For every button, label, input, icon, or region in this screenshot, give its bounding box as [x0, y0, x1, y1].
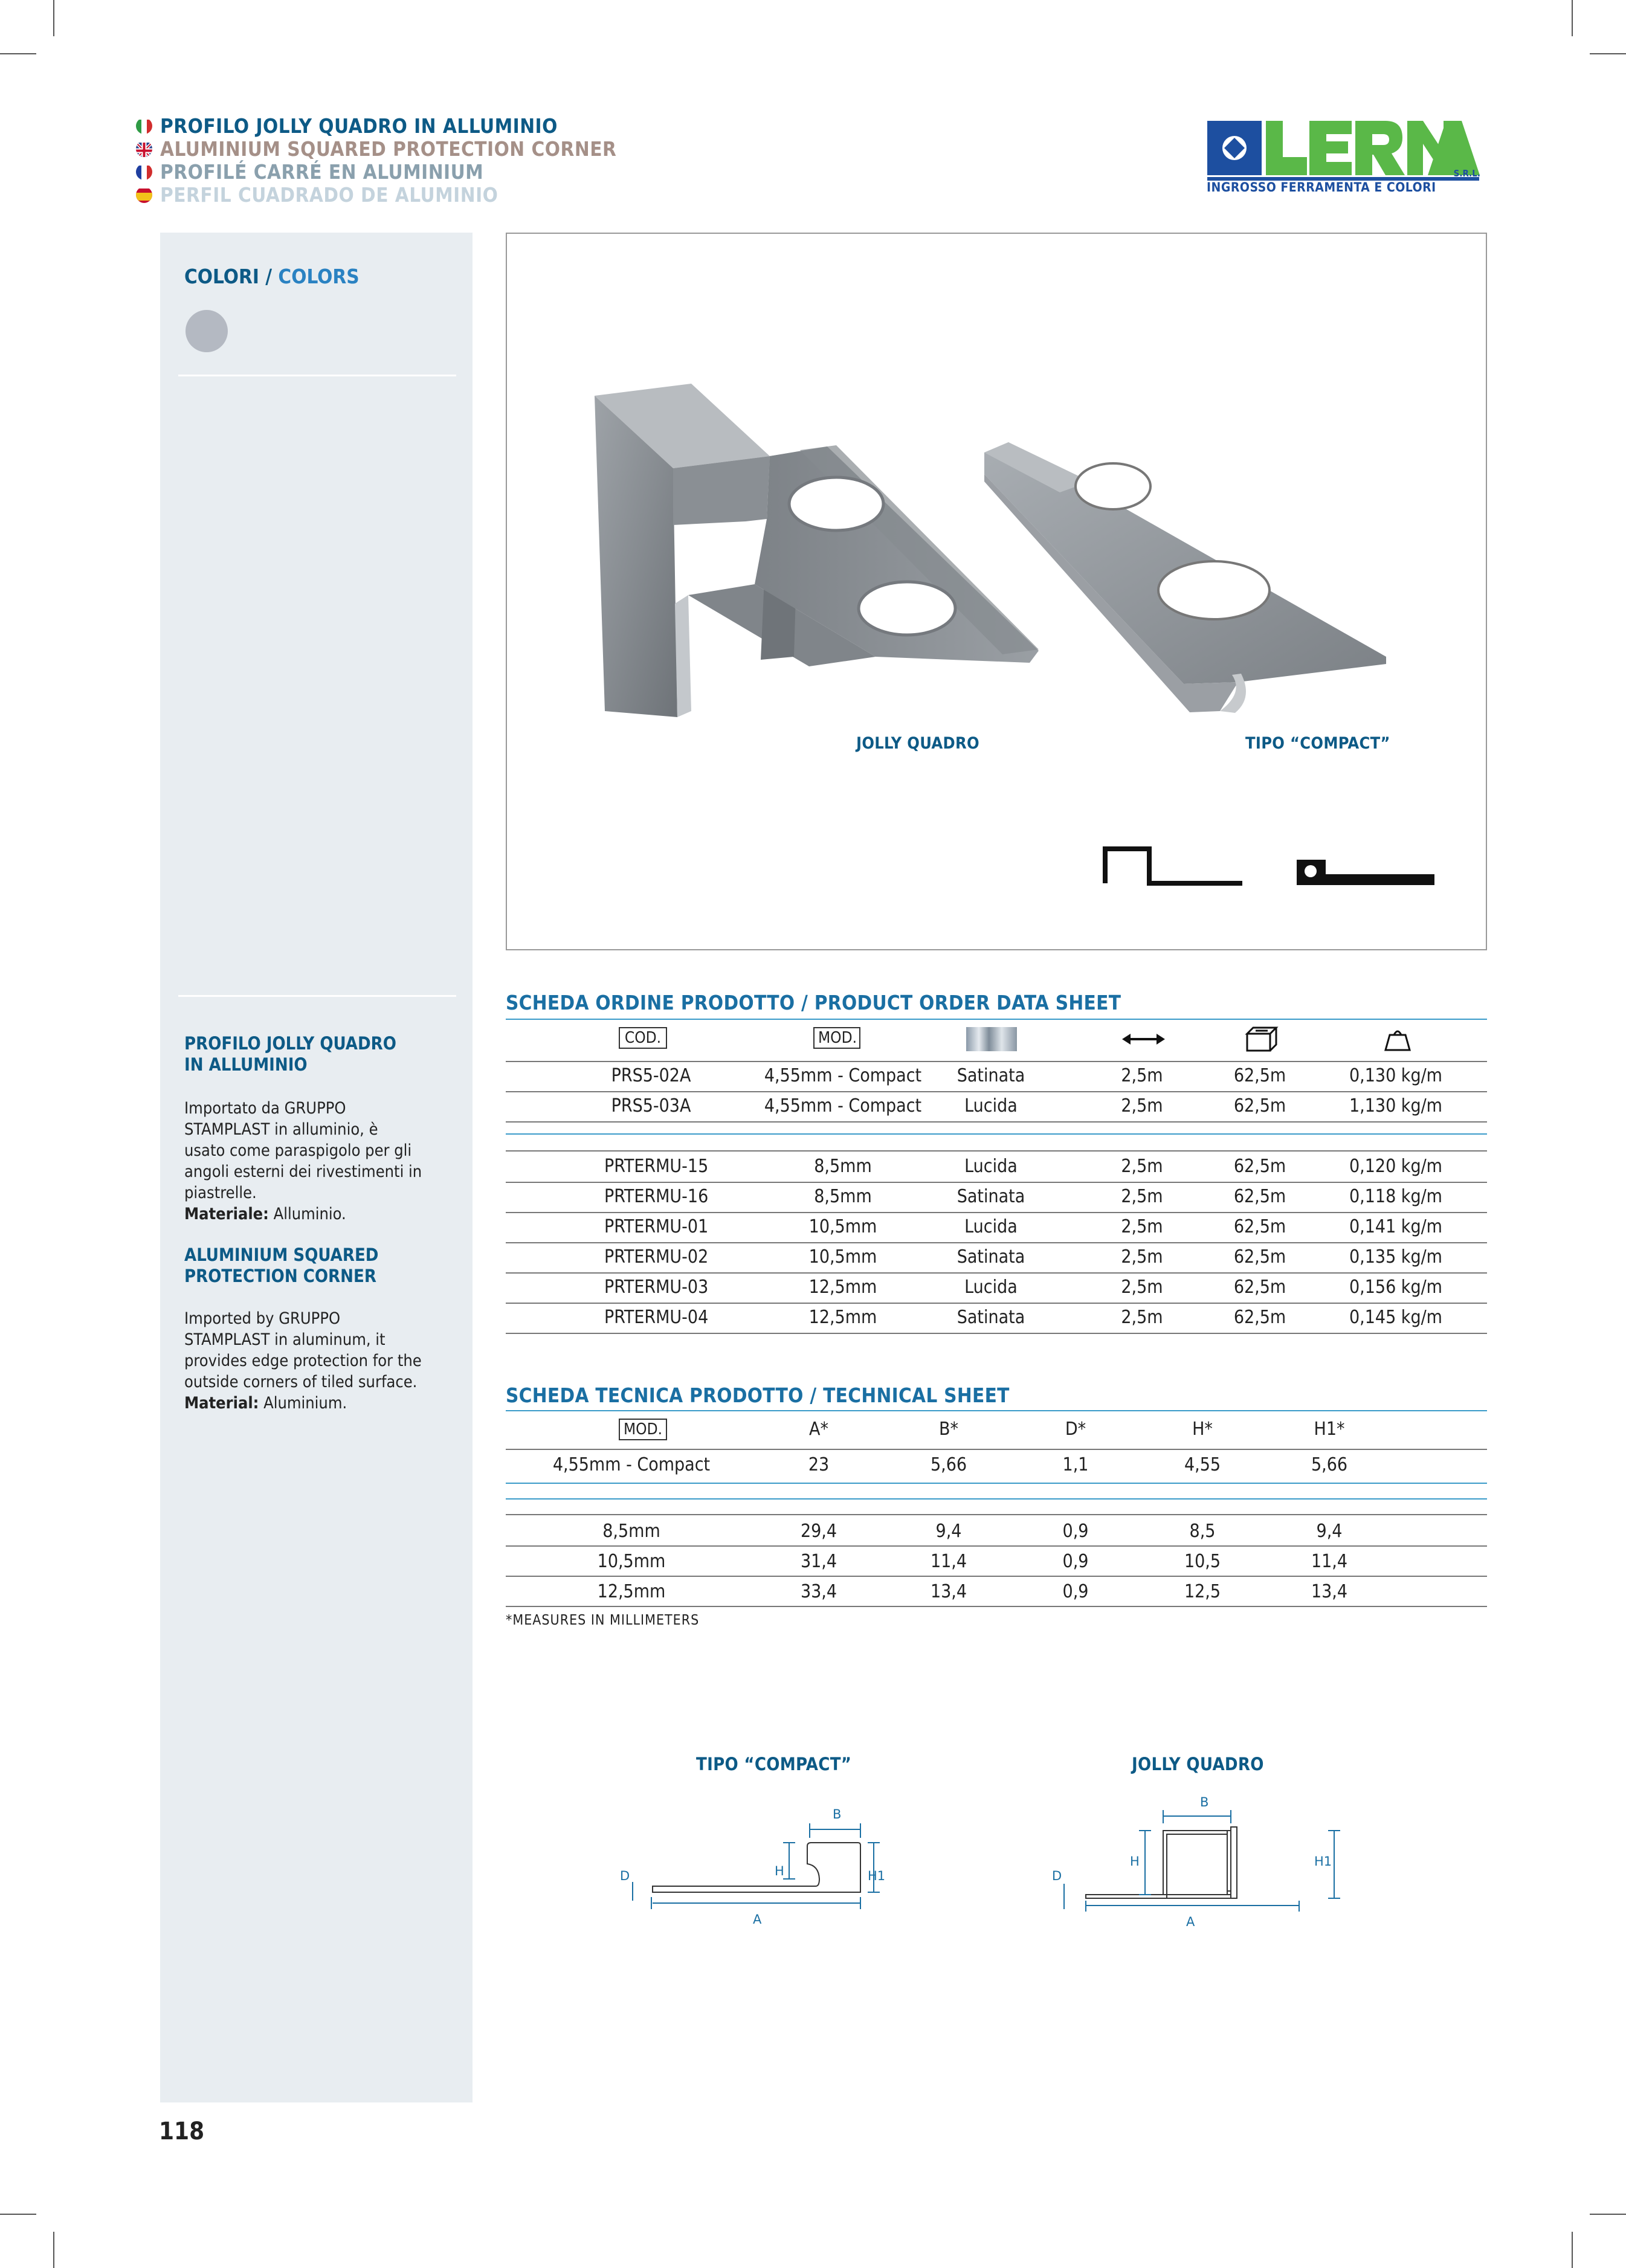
box-pack-icon	[1245, 1025, 1279, 1053]
rule	[506, 1333, 1487, 1334]
it-description: Importato da GRUPPO STAMPLAST in alluminio, è usato come paraspigolo per gli angoli esterni dei rivestimenti in piastrelle. Materiale: Alluminio.	[184, 1099, 422, 1223]
svg-text:D: D	[1052, 1869, 1062, 1883]
table-cell: 2,5m	[1121, 1216, 1163, 1237]
table-cell: 10,5mm	[808, 1246, 877, 1268]
table-cell: 0,130 kg/m	[1349, 1065, 1442, 1086]
diagram-title-compact: TIPO “COMPACT”	[696, 1754, 852, 1774]
table-cell: 10,5mm	[597, 1551, 666, 1572]
table-cell: 11,4	[1311, 1551, 1348, 1572]
uk-flag-icon	[136, 141, 152, 157]
table-cell: 8,5mm	[814, 1186, 872, 1207]
header-a: A*	[809, 1419, 828, 1440]
sidebar	[160, 233, 473, 2102]
rule	[506, 1606, 1487, 1607]
crop-mark	[53, 2232, 54, 2268]
en-heading: ALUMINIUM SQUARED PROTECTION CORNER	[184, 1245, 379, 1286]
table-cell: 0,145 kg/m	[1349, 1307, 1442, 1328]
rule	[506, 1410, 1487, 1411]
crop-mark	[0, 2214, 36, 2215]
table-cell: 12,5mm	[597, 1581, 666, 1602]
table-cell: Satinata	[957, 1065, 1025, 1086]
table-cell: 4,55mm - Compact	[764, 1065, 922, 1086]
table-cell: 0,135 kg/m	[1349, 1246, 1442, 1268]
table-cell: 10,5mm	[808, 1216, 877, 1237]
table-cell: 5,66	[1311, 1454, 1348, 1475]
table-cell: 12,5mm	[808, 1277, 877, 1298]
table-cell: 0,9	[1062, 1521, 1089, 1542]
svg-text:H1: H1	[1314, 1854, 1332, 1869]
table-cell: 31,4	[800, 1551, 837, 1572]
rule	[506, 1091, 1487, 1092]
svg-text:A: A	[1186, 1915, 1195, 1929]
table-cell: 13,4	[930, 1581, 967, 1602]
measures-note: *MEASURES IN MILLIMETERS	[506, 1612, 700, 1628]
svg-text:H: H	[1130, 1854, 1140, 1869]
caption-compact: TIPO “COMPACT”	[1245, 734, 1390, 753]
table-cell: 62,5m	[1233, 1246, 1286, 1268]
header-cod: COD.	[619, 1027, 667, 1049]
rule	[506, 1150, 1487, 1152]
product-photo-box	[506, 233, 1487, 950]
crop-mark	[1572, 2232, 1573, 2268]
jolly-dimension-diagram	[1048, 1782, 1350, 1951]
table-cell: Satinata	[957, 1186, 1025, 1207]
header-h1: H1*	[1314, 1419, 1345, 1440]
table-cell: PRS5-03A	[611, 1095, 691, 1116]
label-h: H	[775, 1864, 784, 1878]
table-cell: 2,5m	[1121, 1065, 1163, 1086]
rule	[506, 1449, 1487, 1450]
rule	[506, 1212, 1487, 1213]
table-cell: 23	[808, 1454, 830, 1475]
logo-srl: S.R.L.	[1453, 168, 1480, 179]
table-cell: 2,5m	[1121, 1095, 1163, 1116]
table-cell: PRTERMU-16	[604, 1186, 709, 1207]
table-cell: 13,4	[1311, 1581, 1348, 1602]
table-cell: PRTERMU-02	[604, 1246, 709, 1268]
table-cell: 62,5m	[1233, 1095, 1286, 1116]
table-cell: Lucida	[964, 1277, 1018, 1298]
table-cell: 8,5mm	[814, 1156, 872, 1177]
table-cell: 2,5m	[1121, 1277, 1163, 1298]
table-cell: 2,5m	[1121, 1186, 1163, 1207]
table-cell: 2,5m	[1121, 1307, 1163, 1328]
finish-swatch-icon	[966, 1027, 1017, 1051]
rule	[506, 1498, 1487, 1500]
diagram-title-jolly: JOLLY QUADRO	[1132, 1754, 1264, 1774]
label-a: A	[753, 1912, 762, 1927]
weight-icon	[1384, 1026, 1411, 1052]
rule	[506, 1272, 1487, 1274]
divider	[178, 995, 456, 997]
caption-jolly-quadro: JOLLY QUADRO	[856, 734, 979, 753]
title-italian: PROFILO JOLLY QUADRO IN ALLUMINIO	[160, 115, 558, 138]
table-cell: Lucida	[964, 1095, 1018, 1116]
jolly-quadro-profile	[595, 384, 1039, 717]
table-cell: 8,5mm	[602, 1521, 660, 1542]
table-cell: 1,1	[1062, 1454, 1089, 1475]
label-d: D	[620, 1869, 630, 1883]
rule	[506, 1182, 1487, 1183]
rule	[506, 1242, 1487, 1243]
table-cell: 62,5m	[1233, 1277, 1286, 1298]
page-number: 118	[159, 2118, 205, 2145]
color-swatch-aluminium	[186, 310, 228, 352]
table-cell: 8,5	[1189, 1521, 1216, 1542]
header-mod: MOD.	[813, 1027, 860, 1049]
crop-mark	[1590, 2214, 1626, 2215]
colors-heading: COLORI / COLORS	[184, 265, 360, 288]
rule	[506, 1121, 1487, 1123]
table-cell: 0,120 kg/m	[1349, 1156, 1442, 1177]
header-b: B*	[938, 1419, 958, 1440]
title-english: ALUMINIUM SQUARED PROTECTION CORNER	[160, 138, 616, 161]
table-cell: 4,55	[1184, 1454, 1221, 1475]
svg-text:B: B	[1200, 1795, 1209, 1809]
en-description: Imported by GRUPPO STAMPLAST in aluminum, it provides edge protection for the outside corners of tiled surface. Material: Aluminium.	[184, 1309, 422, 1413]
table-cell: 12,5mm	[808, 1307, 877, 1328]
header-h: H*	[1192, 1419, 1213, 1440]
table-cell: PRTERMU-01	[604, 1216, 709, 1237]
table-cell: PRTERMU-03	[604, 1277, 709, 1298]
rule	[506, 1133, 1487, 1135]
table-cell: 0,9	[1062, 1551, 1089, 1572]
france-flag-icon	[136, 164, 152, 180]
table-cell: 33,4	[800, 1581, 837, 1602]
table-cell: Satinata	[957, 1246, 1025, 1268]
table-cell: PRTERMU-15	[604, 1156, 709, 1177]
table-cell: 12,5	[1184, 1581, 1221, 1602]
logo-tagline: INGROSSO FERRAMENTA E COLORI	[1207, 180, 1436, 195]
table-cell: 0,9	[1062, 1581, 1089, 1602]
table-cell: 9,4	[1316, 1521, 1343, 1542]
lerna-logo	[1205, 118, 1480, 196]
order-sheet-title: SCHEDA ORDINE PRODOTTO / PRODUCT ORDER DATA SHEET	[506, 991, 1121, 1014]
italy-flag-icon	[136, 118, 152, 134]
table-cell: 0,156 kg/m	[1349, 1277, 1442, 1298]
table-cell: 2,5m	[1121, 1156, 1163, 1177]
header-mod: MOD.	[619, 1419, 667, 1440]
table-cell: 62,5m	[1233, 1065, 1286, 1086]
rule	[506, 1061, 1487, 1062]
table-cell: 62,5m	[1233, 1307, 1286, 1328]
table-cell: 4,55mm - Compact	[552, 1454, 711, 1475]
rule	[506, 1545, 1487, 1547]
table-cell: 9,4	[935, 1521, 962, 1542]
table-cell: 11,4	[930, 1551, 967, 1572]
table-cell: 0,141 kg/m	[1349, 1216, 1442, 1237]
table-cell: 62,5m	[1233, 1186, 1286, 1207]
label-b: B	[833, 1807, 842, 1822]
product-render	[507, 234, 1486, 949]
it-heading: PROFILO JOLLY QUADRO IN ALLUMINIO	[184, 1033, 396, 1075]
length-arrow-icon	[1121, 1030, 1166, 1048]
divider	[178, 375, 456, 376]
table-cell: 62,5m	[1233, 1156, 1286, 1177]
rule	[506, 1019, 1487, 1020]
table-cell: PRS5-02A	[611, 1065, 691, 1086]
crop-mark	[53, 0, 54, 36]
crop-mark	[1590, 53, 1626, 54]
header-d: D*	[1065, 1419, 1086, 1440]
table-cell: PRTERMU-04	[604, 1307, 709, 1328]
title-french: PROFILÉ CARRÉ EN ALUMINIUM	[160, 161, 483, 184]
table-cell: 10,5	[1184, 1551, 1221, 1572]
table-cell: Satinata	[957, 1307, 1025, 1328]
table-cell: 2,5m	[1121, 1246, 1163, 1268]
table-cell: 0,118 kg/m	[1349, 1186, 1442, 1207]
crop-mark	[1572, 0, 1573, 36]
compact-dimension-diagram	[610, 1782, 912, 1951]
rule	[506, 1303, 1487, 1304]
table-cell: Lucida	[964, 1156, 1018, 1177]
compact-section-icon	[1297, 860, 1434, 885]
title-spanish: PERFIL CUADRADO DE ALUMINIO	[160, 184, 498, 207]
crop-mark	[0, 53, 36, 54]
table-cell: Lucida	[964, 1216, 1018, 1237]
table-cell: 29,4	[800, 1521, 837, 1542]
rule	[506, 1576, 1487, 1577]
label-h1: H1	[868, 1869, 886, 1883]
rule	[506, 1514, 1487, 1515]
table-cell: 1,130 kg/m	[1349, 1095, 1442, 1116]
compact-profile	[984, 442, 1386, 713]
table-cell: 62,5m	[1233, 1216, 1286, 1237]
table-cell: 5,66	[930, 1454, 967, 1475]
tech-sheet-title: SCHEDA TECNICA PRODOTTO / TECHNICAL SHEET	[506, 1384, 1010, 1407]
spain-flag-icon	[136, 187, 152, 203]
rule	[506, 1483, 1487, 1484]
jolly-section-icon	[1105, 849, 1242, 883]
table-cell: 4,55mm - Compact	[764, 1095, 922, 1116]
